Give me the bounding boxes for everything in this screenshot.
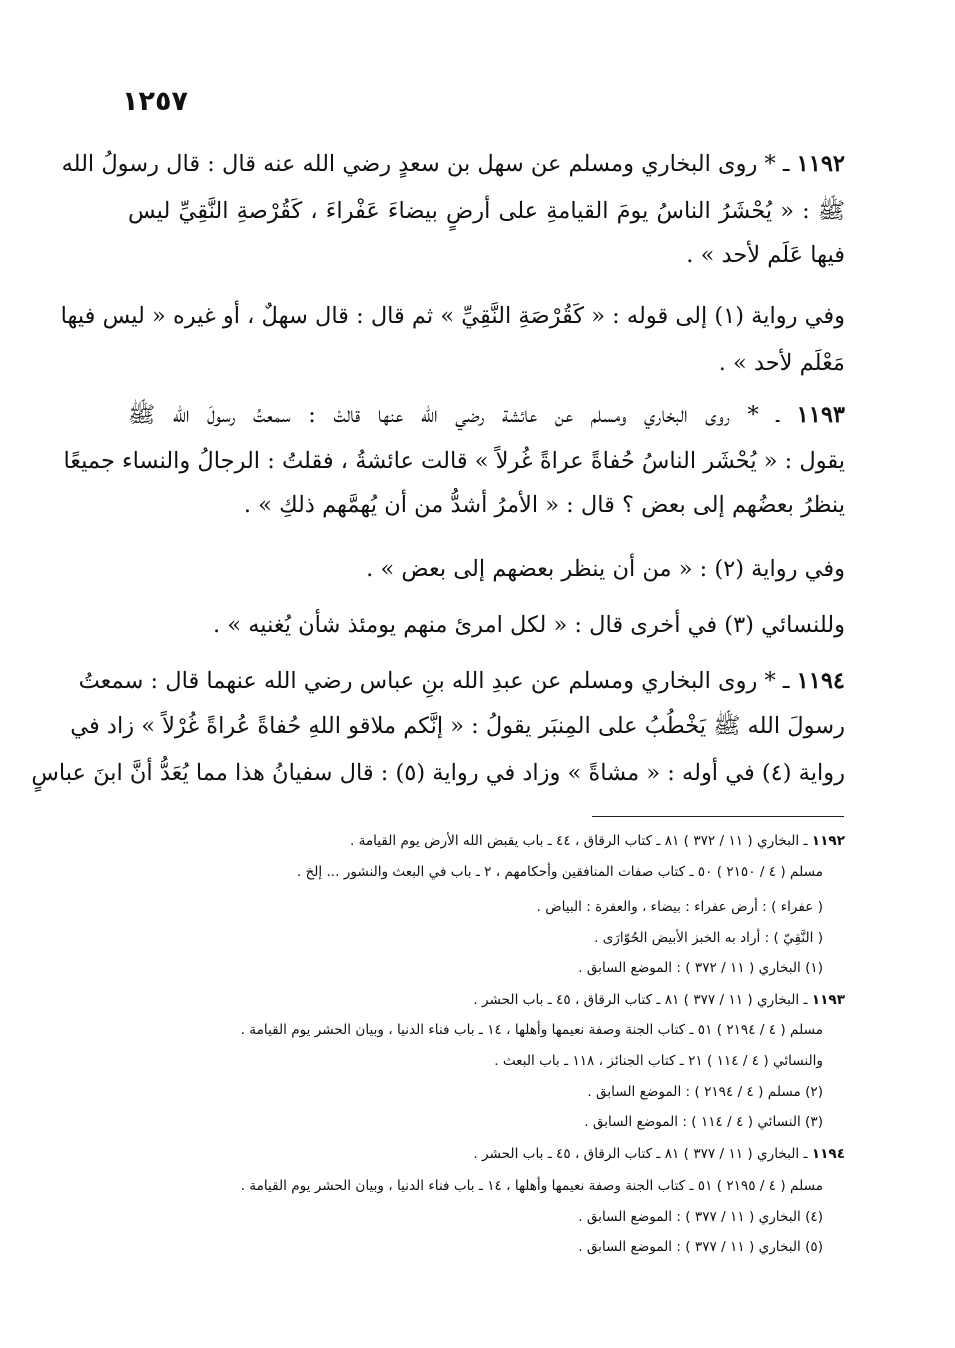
- hadith-number: ١١٩٤: [796, 668, 845, 694]
- hadith-1194-line-1: ١١٩٤ ـ * روى البخاري ومسلم عن عبدِ الله بنِ عباس رضي الله عنهما قال : سمعتُ: [78, 668, 845, 694]
- footnote-1193-sub-1: مسلم ( ٤ / ٢١٩٤ ) ٥١ ـ كتاب الجنة وصفة نعيمها وأهلها ، ١٤ ـ باب فناء الدنيا ، وبيان الحشر يوم القيامة .: [240, 1022, 823, 1038]
- footnote-1193-sub-2: والنسائي ( ٤ / ١١٤ ) ٢١ ـ كتاب الجنائز ، ١١٨ ـ باب البعث .: [494, 1053, 823, 1069]
- hadith-1193-line-2: يقول : « يُحْشَر الناسُ حُفاةً عراةً غُرلاً » قالت عائشةُ ، فقلتُ : الرجالُ والنساء جميعًا: [63, 448, 845, 474]
- footnote-separator: [592, 816, 844, 817]
- footnote-1194-sub-2: (٤) البخاري ( ١١ / ٣٧٧ ) : الموضع السابق .: [578, 1209, 823, 1225]
- hadith-1192-line-2: ﷺ : « يُحْشَرُ الناسُ يومَ القيامةِ على أرضٍ بيضاءَ عَفْراءَ ، كَقُرْصةِ النَّقِيِّ ليس: [128, 198, 845, 224]
- footnote-1192-sub-3: ( النَّقِيّ ) : أراد به الخبز الأبيض الحُوّارَى .: [594, 930, 823, 946]
- page-number: ١٢٥٧: [122, 86, 188, 117]
- footnote-1193-sub-3: (٢) مسلم ( ٤ / ٢١٩٤ ) : الموضع السابق .: [587, 1084, 823, 1100]
- footnote-1193-sub-4: (٣) النسائي ( ٤ / ١١٤ ) : الموضع السابق .: [584, 1114, 823, 1130]
- hadith-number: ١١٩٣: [796, 402, 845, 428]
- hadith-1192-line-3: فيها عَلَم لأحد » .: [686, 242, 845, 268]
- footnote-1192-sub-2: ( عفراء ) : أرض عفراء : بيضاء ، والعفرة : البياض .: [536, 899, 823, 915]
- hadith-1194-line-2: رسولَ الله ﷺ يَخْطُبُ على المِنبَر يقولُ : « إنَّكم ملاقو اللهِ حُفاةً عُراةً غُرْلاً » زاد في: [70, 713, 845, 739]
- footnote-1194-main: ١١٩٤ ـ البخاري ( ١١ / ٣٧٧ ) ٨١ ـ كتاب الرقاق ، ٤٥ ـ باب الحشر .: [473, 1146, 845, 1162]
- hadith-1192-variant-line-2: مَعْلَم لأحد » .: [718, 350, 845, 376]
- hadith-1193-variant-1: وفي رواية (٢) : « من أن ينظر بعضهم إلى بعض » .: [366, 556, 845, 582]
- hadith-1193-line-3: ينظرُ بعضُهم إلى بعض ؟ قال : « الأمرُ أشدُّ من أن يُهمَّهم ذلكِ » .: [243, 492, 845, 518]
- hadith-1193-variant-2: وللنسائي (٣) في أخرى قال : « لكل امرئ منهم يومئذ شأن يُغنيه » .: [213, 612, 845, 638]
- footnote-1194-sub-1: مسلم ( ٤ / ٢١٩٥ ) ٥١ ـ كتاب الجنة وصفة نعيمها وأهلها ، ١٤ ـ باب فناء الدنيا ، وبيان الحشر يوم القيامة .: [240, 1178, 823, 1194]
- hadith-number: ١١٩٢: [796, 151, 845, 177]
- hadith-1192-variant-line-1: وفي رواية (١) إلى قوله : « كَقُرْصَةِ النَّقِيِّ » ثم قال : قال سهلٌ ، أو غيره « ليس فيها: [60, 303, 845, 329]
- footnote-1192-main: ١١٩٢ ـ البخاري ( ١١ / ٣٧٢ ) ٨١ ـ كتاب الرقاق ، ٤٤ ـ باب يقبض الله الأرض يوم القيامة .: [349, 833, 845, 849]
- hadith-1193-line-1: ١١٩٣ ـ * روى البخاري ومسلم عن عائشة رضي الله عنها قالتْ : سمعتُ رسولَ الله ﷺ: [128, 402, 845, 428]
- footnote-1192-sub-1: مسلم ( ٤ / ٢١٥٠ ) ٥٠ ـ كتاب صفات المنافقين وأحكامهم ، ٢ ـ باب في البعث والنشور ... إلخ .: [296, 864, 823, 880]
- footnote-1193-main: ١١٩٣ ـ البخاري ( ١١ / ٣٧٧ ) ٨١ ـ كتاب الرقاق ، ٤٥ ـ باب الحشر .: [473, 992, 845, 1008]
- hadith-1192-line-1: ١١٩٢ ـ * روى البخاري ومسلم عن سهل بن سعدٍ رضي الله عنه قال : قال رسولُ الله: [61, 151, 845, 177]
- hadith-1194-line-3: رواية (٤) في أوله : « مشاةً » وزاد في رواية (٥) : قال سفيانُ هذا مما يُعَدُّ أنَّ ابنَ عباسٍ: [31, 760, 845, 786]
- footnote-1194-sub-3: (٥) البخاري ( ١١ / ٣٧٧ ) : الموضع السابق .: [578, 1239, 823, 1255]
- footnote-1192-sub-4: (١) البخاري ( ١١ / ٣٧٢ ) : الموضع السابق .: [578, 960, 823, 976]
